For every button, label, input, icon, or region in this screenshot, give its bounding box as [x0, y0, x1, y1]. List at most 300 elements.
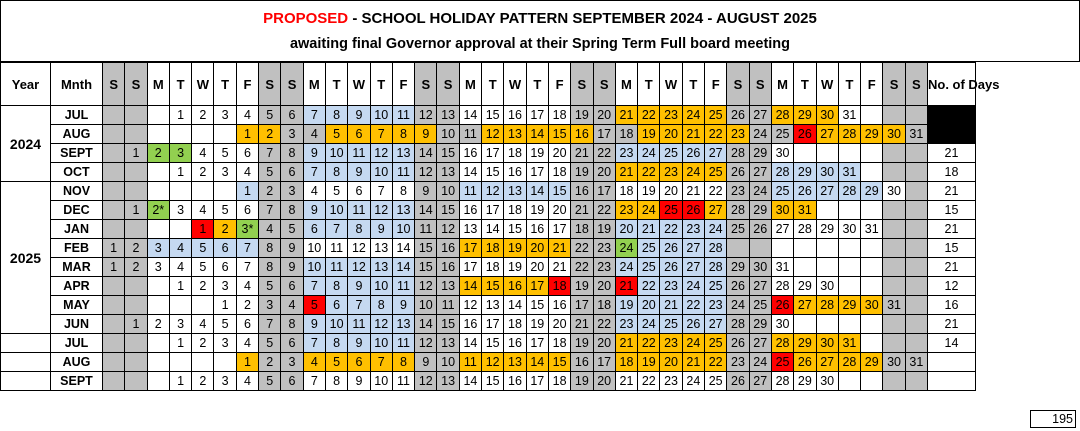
- day-cell: 29: [749, 144, 771, 163]
- day-cell: 23: [660, 163, 682, 182]
- day-cell: 20: [593, 163, 615, 182]
- day-cell: 21: [615, 334, 637, 353]
- day-cell: 10: [303, 258, 325, 277]
- day-cell: 22: [660, 220, 682, 239]
- day-cell: 5: [325, 182, 347, 201]
- day-cell: 14: [504, 296, 526, 315]
- day-cell: 27: [705, 144, 727, 163]
- day-cell: 29: [749, 315, 771, 334]
- day-cell: [816, 315, 838, 334]
- day-cell: 13: [437, 372, 459, 391]
- weekday-header: M: [147, 63, 169, 106]
- day-cell: 25: [771, 182, 793, 201]
- day-cell: 3: [169, 144, 191, 163]
- day-cell: 22: [705, 182, 727, 201]
- weekday-header: F: [705, 63, 727, 106]
- day-cell: 11: [325, 258, 347, 277]
- day-cell: 24: [705, 220, 727, 239]
- day-cell: [905, 277, 927, 296]
- title-line: [1, 10, 1079, 27]
- day-cell: 19: [504, 239, 526, 258]
- day-cell: 2: [147, 144, 169, 163]
- day-cell: 20: [548, 201, 570, 220]
- day-cell: 16: [504, 277, 526, 296]
- weekday-header: T: [169, 63, 191, 106]
- day-cell: 6: [348, 182, 370, 201]
- day-cell: [883, 315, 905, 334]
- day-cell: [103, 277, 125, 296]
- day-cell: 21: [615, 163, 637, 182]
- day-cell: 28: [771, 334, 793, 353]
- day-cell: 8: [325, 163, 347, 182]
- day-cell: 24: [615, 258, 637, 277]
- day-cell: 14: [392, 239, 414, 258]
- day-cell: 14: [459, 163, 481, 182]
- day-cell: 18: [482, 239, 504, 258]
- day-cell: 3: [214, 163, 236, 182]
- day-cell: 1: [169, 334, 191, 353]
- day-cell: 18: [548, 106, 570, 125]
- day-cell: 11: [392, 163, 414, 182]
- day-cell: [883, 277, 905, 296]
- day-cell: 29: [794, 163, 816, 182]
- day-cell: [103, 106, 125, 125]
- day-cell: 8: [281, 144, 303, 163]
- day-cell: 23: [615, 201, 637, 220]
- day-cell: 18: [571, 220, 593, 239]
- day-cell: 1: [125, 201, 147, 220]
- days-count: [927, 353, 975, 372]
- day-cell: 31: [905, 353, 927, 372]
- day-cell: 17: [548, 220, 570, 239]
- day-cell: [169, 182, 191, 201]
- day-cell: [861, 315, 883, 334]
- day-cell: 13: [504, 353, 526, 372]
- day-cell: 6: [348, 353, 370, 372]
- day-cell: 6: [303, 220, 325, 239]
- day-cell: [883, 144, 905, 163]
- day-cell: 5: [192, 258, 214, 277]
- weekday-header: S: [259, 63, 281, 106]
- day-cell: 2: [192, 106, 214, 125]
- day-cell: 18: [504, 144, 526, 163]
- year-header: Year: [1, 63, 51, 106]
- day-cell: 20: [593, 106, 615, 125]
- day-cell: 6: [348, 125, 370, 144]
- day-cell: 1: [125, 315, 147, 334]
- day-cell: [103, 201, 125, 220]
- weekday-header: W: [192, 63, 214, 106]
- day-cell: 24: [682, 277, 704, 296]
- day-cell: [838, 372, 860, 391]
- day-cell: 4: [259, 220, 281, 239]
- title-text: - SCHOOL HOLIDAY PATTERN SEPTEMBER 2024 - AUGUST 2025: [348, 10, 817, 27]
- day-cell: 21: [548, 258, 570, 277]
- day-cell: 4: [192, 144, 214, 163]
- day-cell: 13: [437, 106, 459, 125]
- day-cell: [794, 144, 816, 163]
- month-row: [1, 144, 976, 163]
- day-cell: [905, 334, 927, 353]
- day-cell: 4: [236, 106, 258, 125]
- day-cell: 28: [771, 277, 793, 296]
- days-count: [927, 125, 975, 144]
- day-cell: 11: [392, 106, 414, 125]
- month-row: [1, 220, 976, 239]
- weekday-header: T: [638, 63, 660, 106]
- day-cell: [816, 144, 838, 163]
- day-cell: 25: [705, 106, 727, 125]
- weekday-header: W: [504, 63, 526, 106]
- day-cell: 3: [147, 258, 169, 277]
- day-cell: 10: [370, 372, 392, 391]
- month-row: [1, 334, 976, 353]
- day-cell: 5: [303, 296, 325, 315]
- day-cell: [883, 163, 905, 182]
- day-cell: 18: [548, 163, 570, 182]
- day-cell: 23: [727, 125, 749, 144]
- day-cell: 29: [861, 182, 883, 201]
- day-cell: 21: [615, 106, 637, 125]
- day-cell: 5: [325, 125, 347, 144]
- day-cell: 22: [705, 125, 727, 144]
- weekday-header: S: [281, 63, 303, 106]
- day-cell: 28: [838, 182, 860, 201]
- day-cell: 26: [794, 125, 816, 144]
- day-cell: 11: [392, 372, 414, 391]
- day-cell: 6: [236, 315, 258, 334]
- day-cell: 13: [504, 125, 526, 144]
- day-cell: 24: [749, 125, 771, 144]
- day-cell: 16: [504, 372, 526, 391]
- day-cell: 13: [437, 277, 459, 296]
- weekday-header: S: [727, 63, 749, 106]
- month-row: [1, 239, 976, 258]
- day-cell: [192, 182, 214, 201]
- day-cell: 2: [214, 220, 236, 239]
- weekday-header: S: [883, 63, 905, 106]
- day-cell: 9: [415, 353, 437, 372]
- day-cell: 19: [526, 315, 548, 334]
- day-cell: 30: [749, 258, 771, 277]
- day-cell: [103, 353, 125, 372]
- day-cell: 10: [370, 277, 392, 296]
- day-cell: 3: [281, 182, 303, 201]
- month-label: NOV: [51, 182, 103, 201]
- day-cell: 17: [526, 372, 548, 391]
- day-cell: 30: [816, 334, 838, 353]
- day-cell: [147, 106, 169, 125]
- day-cell: [816, 201, 838, 220]
- day-cell: 12: [415, 277, 437, 296]
- day-cell: 7: [370, 353, 392, 372]
- day-cell: [192, 353, 214, 372]
- day-cell: 4: [236, 277, 258, 296]
- day-cell: [905, 315, 927, 334]
- day-cell: 28: [727, 144, 749, 163]
- day-cell: 27: [749, 106, 771, 125]
- days-count: 18: [927, 163, 975, 182]
- day-cell: 3: [214, 372, 236, 391]
- day-cell: 12: [370, 201, 392, 220]
- day-cell: [905, 163, 927, 182]
- day-cell: 23: [615, 315, 637, 334]
- day-cell: 15: [548, 353, 570, 372]
- day-cell: [883, 334, 905, 353]
- weekday-header: W: [660, 63, 682, 106]
- day-cell: 19: [571, 372, 593, 391]
- day-cell: 10: [325, 315, 347, 334]
- day-cell: 6: [236, 144, 258, 163]
- day-cell: [103, 296, 125, 315]
- day-cell: 26: [682, 315, 704, 334]
- month-row: [1, 372, 976, 391]
- weekday-header: T: [682, 63, 704, 106]
- day-cell: 5: [214, 315, 236, 334]
- day-cell: 26: [727, 334, 749, 353]
- day-cell: 19: [638, 182, 660, 201]
- day-cell: 1: [169, 163, 191, 182]
- day-cell: 31: [838, 106, 860, 125]
- day-cell: 23: [660, 334, 682, 353]
- day-cell: 14: [459, 106, 481, 125]
- day-cell: [125, 334, 147, 353]
- days-count: 21: [927, 220, 975, 239]
- day-cell: [838, 239, 860, 258]
- day-cell: 4: [169, 258, 191, 277]
- day-cell: 9: [303, 144, 325, 163]
- day-cell: 24: [749, 182, 771, 201]
- day-cell: 11: [459, 353, 481, 372]
- day-cell: [883, 106, 905, 125]
- day-cell: 21: [571, 315, 593, 334]
- day-cell: 2: [259, 125, 281, 144]
- day-cell: [147, 182, 169, 201]
- weekday-header: M: [459, 63, 481, 106]
- day-cell: 3: [147, 239, 169, 258]
- day-cell: 11: [392, 334, 414, 353]
- day-cell: 16: [526, 220, 548, 239]
- month-row: [1, 315, 976, 334]
- day-cell: 23: [593, 258, 615, 277]
- day-cell: [905, 182, 927, 201]
- day-cell: 1: [125, 144, 147, 163]
- day-cell: 29: [861, 125, 883, 144]
- day-cell: 26: [794, 353, 816, 372]
- day-cell: 21: [571, 201, 593, 220]
- day-cell: 10: [370, 163, 392, 182]
- day-cell: 31: [838, 163, 860, 182]
- day-cell: 16: [504, 334, 526, 353]
- day-cell: 28: [705, 239, 727, 258]
- day-cell: [883, 201, 905, 220]
- day-cell: [103, 144, 125, 163]
- day-cell: 28: [838, 353, 860, 372]
- day-cell: [838, 315, 860, 334]
- weekday-header: S: [571, 63, 593, 106]
- day-cell: 30: [771, 144, 793, 163]
- weekday-header: F: [548, 63, 570, 106]
- day-cell: 1: [169, 277, 191, 296]
- day-cell: 13: [392, 201, 414, 220]
- day-cell: [125, 220, 147, 239]
- day-cell: 15: [504, 220, 526, 239]
- day-cell: [169, 296, 191, 315]
- day-cell: 10: [370, 334, 392, 353]
- day-cell: 31: [794, 201, 816, 220]
- day-cell: 26: [727, 163, 749, 182]
- day-cell: 29: [794, 334, 816, 353]
- day-cell: [147, 125, 169, 144]
- month-label: APR: [51, 277, 103, 296]
- day-cell: 5: [259, 277, 281, 296]
- subtitle: awaiting final Governor approval at their Spring Term Full board meeting: [289, 36, 791, 52]
- day-cell: [861, 372, 883, 391]
- day-cell: [905, 201, 927, 220]
- day-cell: [125, 372, 147, 391]
- day-cell: 1: [214, 296, 236, 315]
- day-cell: 14: [459, 372, 481, 391]
- day-cell: 15: [415, 239, 437, 258]
- day-cell: 6: [214, 258, 236, 277]
- day-cell: [147, 220, 169, 239]
- day-cell: 24: [638, 144, 660, 163]
- day-cell: 8: [348, 220, 370, 239]
- day-cell: 30: [816, 372, 838, 391]
- day-cell: 21: [571, 144, 593, 163]
- day-cell: 10: [370, 106, 392, 125]
- day-cell: 17: [526, 277, 548, 296]
- day-cell: 17: [526, 163, 548, 182]
- day-cell: 15: [482, 163, 504, 182]
- day-cell: 26: [727, 106, 749, 125]
- day-cell: 15: [415, 258, 437, 277]
- day-cell: 27: [794, 296, 816, 315]
- day-cell: 3: [214, 277, 236, 296]
- day-cell: 30: [771, 315, 793, 334]
- day-cell: 13: [482, 296, 504, 315]
- day-cell: 29: [838, 296, 860, 315]
- day-cell: [125, 296, 147, 315]
- day-cell: 9: [348, 277, 370, 296]
- day-cell: 27: [771, 220, 793, 239]
- holiday-calendar-table: [0, 62, 1000, 391]
- day-cell: 23: [660, 372, 682, 391]
- day-cell: 14: [526, 125, 548, 144]
- day-cell: 9: [303, 315, 325, 334]
- month-row: [1, 277, 976, 296]
- weekday-header: T: [214, 63, 236, 106]
- day-cell: 23: [727, 353, 749, 372]
- days-count: [927, 106, 975, 125]
- day-cell: 19: [504, 258, 526, 277]
- day-cell: 19: [638, 125, 660, 144]
- day-cell: 23: [660, 277, 682, 296]
- month-row: [1, 258, 976, 277]
- day-cell: [861, 277, 883, 296]
- day-cell: 7: [236, 239, 258, 258]
- day-cell: 11: [348, 201, 370, 220]
- day-cell: 31: [883, 296, 905, 315]
- day-cell: 17: [459, 239, 481, 258]
- day-cell: 11: [437, 296, 459, 315]
- day-cell: 28: [794, 220, 816, 239]
- day-cell: 15: [482, 277, 504, 296]
- day-cell: 22: [638, 163, 660, 182]
- day-cell: 27: [749, 334, 771, 353]
- day-cell: 8: [325, 334, 347, 353]
- day-cell: 29: [727, 258, 749, 277]
- month-label: SEPT: [51, 372, 103, 391]
- weekday-header: M: [771, 63, 793, 106]
- day-cell: 25: [705, 163, 727, 182]
- day-cell: 27: [749, 277, 771, 296]
- day-cell: 8: [259, 239, 281, 258]
- day-cell: 17: [593, 353, 615, 372]
- day-cell: [103, 125, 125, 144]
- day-cell: [125, 277, 147, 296]
- day-cell: 21: [660, 296, 682, 315]
- day-cell: 10: [437, 125, 459, 144]
- day-cell: 22: [571, 239, 593, 258]
- day-cell: 26: [727, 372, 749, 391]
- day-cell: 30: [838, 220, 860, 239]
- day-cell: 25: [638, 258, 660, 277]
- day-cell: 12: [348, 258, 370, 277]
- day-cell: 20: [593, 277, 615, 296]
- day-cell: [838, 201, 860, 220]
- day-cell: 22: [593, 144, 615, 163]
- weekday-header: T: [838, 63, 860, 106]
- day-cell: 7: [370, 125, 392, 144]
- day-cell: 1: [192, 220, 214, 239]
- month-label: JAN: [51, 220, 103, 239]
- day-cell: 6: [281, 106, 303, 125]
- day-cell: 16: [459, 315, 481, 334]
- day-cell: 20: [593, 372, 615, 391]
- day-cell: 31: [905, 125, 927, 144]
- day-cell: [838, 277, 860, 296]
- day-cell: 4: [281, 296, 303, 315]
- day-cell: 20: [593, 334, 615, 353]
- day-cell: 2: [259, 182, 281, 201]
- day-cell: 10: [415, 296, 437, 315]
- day-cell: [883, 372, 905, 391]
- day-cell: 9: [348, 163, 370, 182]
- day-cell: 22: [638, 372, 660, 391]
- day-cell: 17: [571, 296, 593, 315]
- day-cell: 15: [437, 144, 459, 163]
- day-cell: 31: [861, 220, 883, 239]
- day-cell: 11: [392, 277, 414, 296]
- day-cell: 10: [392, 220, 414, 239]
- day-cell: [125, 182, 147, 201]
- day-cell: 19: [571, 106, 593, 125]
- day-cell: 23: [682, 220, 704, 239]
- day-cell: [169, 125, 191, 144]
- day-cell: 26: [749, 220, 771, 239]
- day-cell: 16: [437, 239, 459, 258]
- weekday-header: W: [348, 63, 370, 106]
- day-cell: 22: [593, 315, 615, 334]
- day-cell: 1: [236, 353, 258, 372]
- day-cell: 19: [526, 144, 548, 163]
- day-cell: 18: [548, 277, 570, 296]
- day-cell: 21: [548, 239, 570, 258]
- day-cell: [147, 334, 169, 353]
- day-cell: 16: [548, 296, 570, 315]
- day-cell: 10: [437, 353, 459, 372]
